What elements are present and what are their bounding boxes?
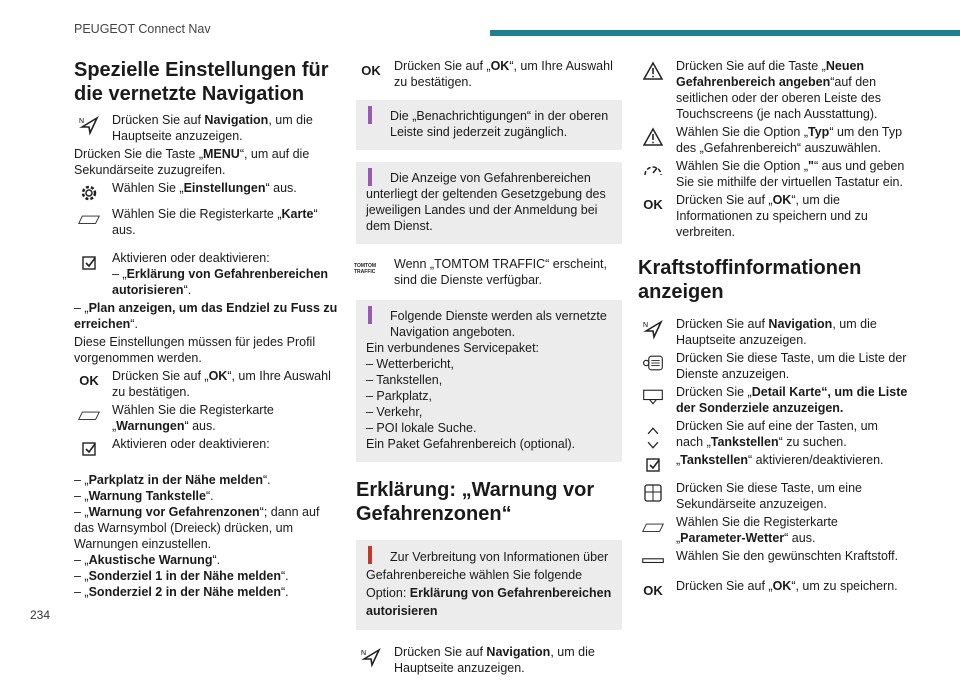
step-ok-confirm: OK Drücken Sie auf „OK“, um Ihre Auswahl zu bestätigen.	[356, 58, 622, 90]
column-3	[638, 58, 908, 600]
info-note-services: Folgende Dienste werden als vernetzte Navigation angeboten. Ein verbundenes Servicepaket: – Wetterbericht, – Tankstellen, – Parkplatz, – Verkehr, – POI lokale Suche. Ein Paket Gefahrenbereich (optional).	[356, 300, 622, 462]
step-ok-save-share: OK Drücken Sie auf „OK“, um die Informationen zu speichern und zu verbreiten.	[638, 192, 908, 240]
svg-text:N: N	[79, 118, 85, 125]
step-secondary-page: Drücken Sie diese Taste, um eine Sekundärseite anzuzeigen.	[638, 480, 908, 512]
step-settings: Wählen Sie „Einstellungen“ aus.	[74, 180, 340, 196]
section-heading-fuel-info: Kraftstoffinformationen anzeigen	[638, 257, 862, 303]
step-search-fuel: Drücken Sie auf eine der Tasten, um nach „Tankstellen“ zu suchen.	[638, 418, 908, 450]
step-toggle-1: Aktivieren oder deaktivieren: – „Erklärung von Gefahrenbereichen autorisieren“.	[74, 250, 340, 298]
step-new-danger-zone: Drücken Sie auf die Taste „Neuen Gefahrenbereich angeben“auf den seitlichen oder der oberen Leiste des Touchscreens (je nach Ausstattung).	[638, 58, 908, 122]
gear-icon	[74, 182, 104, 204]
column-2	[356, 58, 622, 682]
ok-icon: OK	[79, 373, 99, 388]
warning-note-danger-zones: Zur Verbreitung von Informationen über Gefahrenbereiche wählen Sie folgende Option: Erklärung von Gefahrenbereichen autorisieren	[356, 540, 622, 630]
navigation-arrow-icon	[638, 318, 668, 340]
column-1	[74, 58, 340, 600]
paragraph-menu: Drücken Sie die Taste „MENU“, um auf die Sekundärseite zuzugreifen.	[74, 147, 310, 177]
ok-icon: OK	[643, 583, 663, 598]
step-speed: Wählen Sie die Option „"“ aus und geben Sie sie mithilfe der virtuellen Tastatur ein.	[638, 158, 908, 190]
navigation-arrow-icon	[356, 646, 386, 668]
checkbox-icon	[74, 438, 104, 460]
speedometer-icon	[638, 160, 668, 182]
step-type: Wählen Sie die Option „Typ“ um den Typ des „Gefahrenbereich“ auszuwählen.	[638, 124, 908, 156]
svg-text:N: N	[361, 650, 367, 657]
step-map-tab: Wählen Sie die Registerkarte „Karte“ aus.	[74, 206, 340, 238]
list-item: – „Plan anzeigen, um das Endziel zu Fuss zu erreichen“.	[74, 301, 338, 331]
step-toggle-2: Aktivieren oder deaktivieren:	[74, 436, 340, 460]
info-note-legislation: Die Anzeige von Gefahrenbereichen unterliegt der geltenden Gesetzgebung des jeweiligen Landes und der Anmeldung bei dem Dienst.	[356, 162, 622, 244]
tab-icon	[74, 208, 104, 230]
list-item: – „Sonderziel 1 in der Nähe melden“.	[74, 569, 289, 583]
list-item: – „Akustische Warnung“.	[74, 553, 221, 567]
section-heading-danger-zones: Erklärung: „Warnung vor Gefahrenzonen“	[356, 479, 595, 525]
step-navigation: N Drücken Sie auf Navigation, um die Hauptseite anzuzeigen.	[638, 316, 908, 348]
step-toggle-fuel: „Tankstellen“ aktivieren/deaktivieren.	[638, 452, 908, 468]
tab-icon	[74, 404, 104, 426]
ok-icon: OK	[361, 63, 381, 78]
list-item: – „Sonderziel 2 in der Nähe melden“.	[74, 585, 289, 599]
tomtom-traffic-logo: TOMTOM TRAFFIC	[354, 263, 377, 275]
ok-icon: OK	[643, 197, 663, 212]
checkbox-icon	[74, 252, 104, 274]
section-heading-connected-navigation: Spezielle Einstellungen für die vernetzte Navigation	[74, 59, 329, 105]
fuel-selection-bar-icon	[638, 550, 668, 572]
step-tomtom: TOMTOM TRAFFIC Wenn „TOMTOM TRAFFIC“ erscheint, sind die Dienste verfügbar.	[354, 257, 608, 287]
step-warnings-tab: Wählen Sie die Registerkarte „Warnungen“ aus.	[74, 402, 340, 434]
list-item: – „Warnung vor Gefahrenzonen“; dann auf das Warnsymbol (Dreieck) drücken, um Warnungen einzustellen.	[74, 505, 320, 551]
page-number: 234	[30, 608, 51, 622]
step-ok-confirm: OK Drücken Sie auf „OK“, um Ihre Auswahl zu bestätigen.	[74, 368, 340, 400]
step-detail-map: Drücken Sie „Detail Karte“, um die Liste der Sonderziele anzuzeigen.	[638, 384, 908, 416]
chevron-up-down-icon	[638, 420, 668, 456]
step-navigation: N Drücken Sie auf Navigation, um die Hauptseite anzuzeigen.	[356, 644, 622, 676]
checkbox-icon	[638, 454, 668, 476]
step-ok-save: OK Drücken Sie auf „OK“, um zu speichern.	[638, 578, 908, 594]
tab-icon	[638, 516, 668, 538]
warning-triangle-icon	[638, 126, 668, 148]
step-select-fuel: Wählen Sie den gewünschten Kraftstoff.	[638, 548, 908, 564]
info-note-notifications: Die „Benachrichtigungen“ in der oberen Leiste sind jederzeit zugänglich.	[356, 100, 622, 150]
secondary-page-icon	[638, 482, 668, 504]
services-list-icon	[638, 352, 668, 374]
step-weather-tab: Wählen Sie die Registerkarte „Parameter-Wetter“ aus.	[638, 514, 908, 546]
document-header: PEUGEOT Connect Nav	[74, 22, 211, 36]
step-navigation: N Drücken Sie auf Navigation, um die Hauptseite anzuzeigen.	[74, 112, 340, 144]
step-services-list: Drücken Sie diese Taste, um die Liste der Dienste anzuzeigen.	[638, 350, 908, 382]
paragraph-profile-note: Diese Einstellungen müssen für jedes Profil vorgenommen werden.	[74, 335, 316, 365]
list-item: – „Parkplatz in der Nähe melden“.	[74, 473, 271, 487]
navigation-arrow-icon	[74, 114, 104, 136]
warning-triangle-icon	[638, 60, 668, 82]
map-detail-icon	[638, 386, 668, 408]
header-accent-bar	[490, 30, 960, 36]
svg-text:N: N	[643, 322, 649, 329]
list-item: – „Warnung Tankstelle“.	[74, 489, 214, 503]
